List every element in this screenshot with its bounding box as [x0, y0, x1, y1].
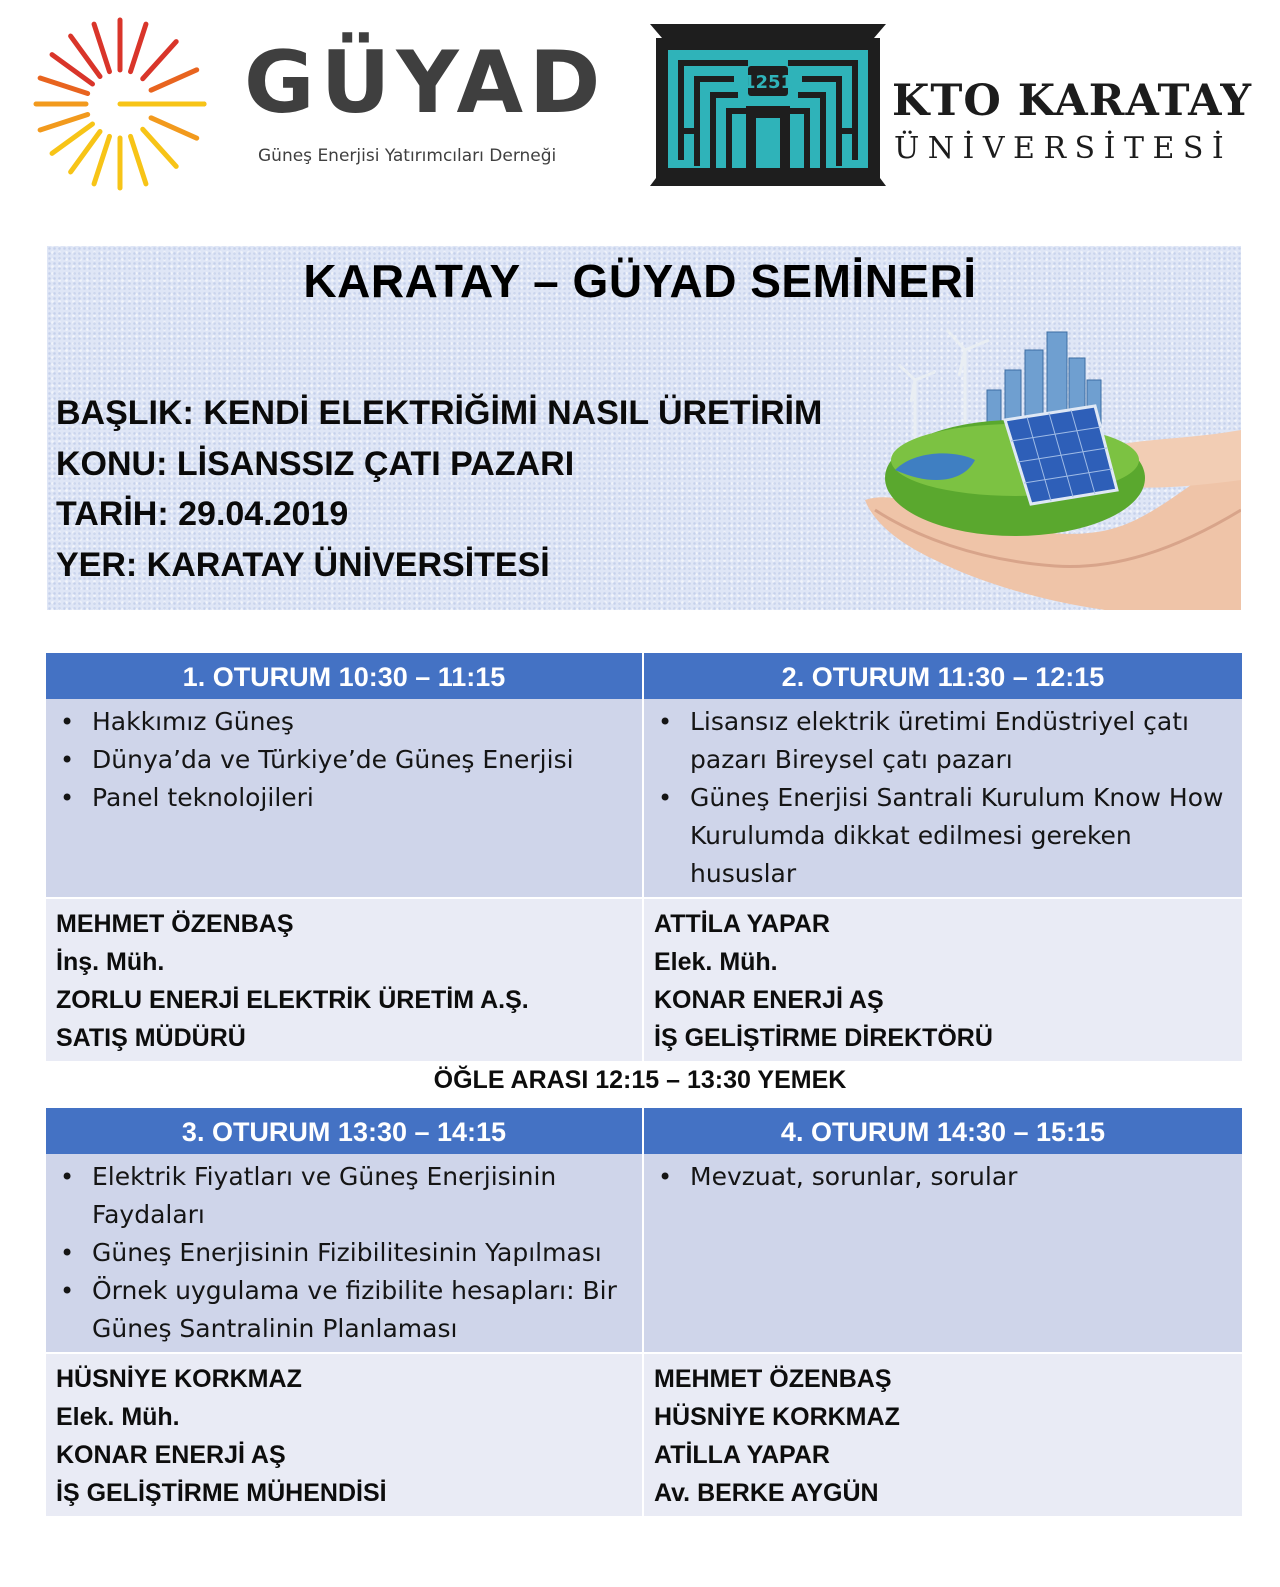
sun-ray: [94, 24, 109, 72]
sun-ray: [131, 136, 146, 184]
session-4-header: 4. OTURUM 14:30 – 15:15: [644, 1108, 1242, 1154]
kto-karatay-subtitle: ÜNİVERSİTESİ: [894, 131, 1233, 166]
sun-ray: [131, 24, 146, 72]
speaker-line: MEHMET ÖZENBAŞ: [56, 910, 294, 938]
speaker-line: KONAR ENERJİ AŞ: [56, 1441, 286, 1469]
sun-ray: [151, 70, 197, 90]
session-4-speakers: [644, 1354, 1242, 1516]
session-2-header: 2. OTURUM 11:30 – 12:15: [644, 653, 1242, 699]
session-4-topics: [644, 1154, 1242, 1352]
seminar-info-date-line: TARİH: 29.04.2019: [56, 495, 349, 533]
schedule-afternoon: [46, 1108, 1242, 1516]
sun-ray: [151, 118, 197, 138]
speaker-line: ATİLLA YAPAR: [654, 1441, 830, 1469]
sun-ray: [143, 42, 176, 79]
speaker-line: ZORLU ENERJİ ELEKTRİK ÜRETİM A.Ş.: [56, 986, 529, 1014]
sun-ray: [94, 136, 109, 184]
seminar-info: [56, 388, 822, 590]
session-2-speakers: [644, 899, 1242, 1061]
speaker-line: Elek. Müh.: [56, 1403, 180, 1431]
session-2-topics: [644, 699, 1242, 897]
session-1-speakers: [46, 899, 642, 1061]
speaker-line: İnş. Müh.: [56, 948, 165, 976]
kto-emblem-year: 1251: [742, 72, 794, 93]
speaker-line: SATIŞ MÜDÜRÜ: [56, 1024, 246, 1052]
seminar-info-venue-line: YER: KARATAY ÜNİVERSİTESİ: [56, 545, 550, 584]
session-1-topics: [46, 699, 642, 897]
list-item: • Dünya’da ve Türkiye’de Güneş Enerjisi: [56, 741, 624, 779]
speaker-line: Elek. Müh.: [654, 948, 778, 976]
list-item: • Mevzuat, sorunlar, sorular: [654, 1158, 1224, 1196]
seminar-title: KARATAY – GÜYAD SEMİNERİ: [303, 255, 977, 307]
seminar-info-title-line: BAŞLIK: KENDİ ELEKTRİĞİMİ NASIL ÜRETİRİM: [56, 394, 823, 432]
kto-karatay-name: KTO KARATAY: [892, 76, 1253, 126]
lunch-break: ÖĞLE ARASI 12:15 – 13:30 YEMEK: [433, 1066, 847, 1094]
list-item: • Örnek uygulama ve fizibilite hesapları: Bir Güneş Santralinin Planlaması: [56, 1272, 624, 1348]
session-3-header: 3. OTURUM 13:30 – 14:15: [46, 1108, 642, 1154]
session-3-topics: [46, 1154, 642, 1352]
seminar-info-topic-line: KONU: LİSANSSIZ ÇATI PAZARI: [56, 444, 575, 483]
list-item: • Güneş Enerjisi Santrali Kurulum Know How Kurulumda dikkat edilmesi gereken hususlar: [654, 779, 1224, 893]
speaker-line: İŞ GELİŞTİRME DİREKTÖRÜ: [654, 1024, 993, 1052]
guyad-wordmark: GÜYAD: [244, 33, 607, 133]
speaker-line: HÜSNİYE KORKMAZ: [654, 1403, 900, 1431]
speaker-line: İŞ GELİŞTİRME MÜHENDİSİ: [56, 1479, 387, 1507]
session-1-header: 1. OTURUM 10:30 – 11:15: [46, 653, 642, 699]
schedule-morning: [46, 653, 1242, 1061]
sun-ray: [40, 115, 88, 130]
list-item: • Güneş Enerjisinin Fizibilitesinin Yapılması: [56, 1234, 624, 1272]
list-item: • Elektrik Fiyatları ve Güneş Enerjisinin Faydaları: [56, 1158, 624, 1234]
green-earth-hands-illustration: [855, 310, 1241, 610]
guyad-subtitle: Güneş Enerjisi Yatırımcıları Derneği: [258, 146, 557, 166]
list-item: • Panel teknolojileri: [56, 779, 624, 817]
sun-ray: [40, 78, 88, 93]
list-item: • Lisansız elektrik üretimi Endüstriyel çatı pazarı Bireysel çatı pazarı: [654, 703, 1224, 779]
speaker-line: ATTİLA YAPAR: [654, 910, 830, 938]
speaker-line: Av. BERKE AYGÜN: [654, 1479, 879, 1507]
sun-ray: [143, 129, 176, 166]
speaker-line: KONAR ENERJİ AŞ: [654, 986, 884, 1014]
list-item: • Hakkımız Güneş: [56, 703, 624, 741]
speaker-line: MEHMET ÖZENBAŞ: [654, 1365, 892, 1393]
kto-karatay-emblem: [648, 18, 888, 190]
guyad-sun-logo: [30, 14, 210, 194]
speaker-line: HÜSNİYE KORKMAZ: [56, 1365, 302, 1393]
session-3-speakers: [46, 1354, 642, 1516]
